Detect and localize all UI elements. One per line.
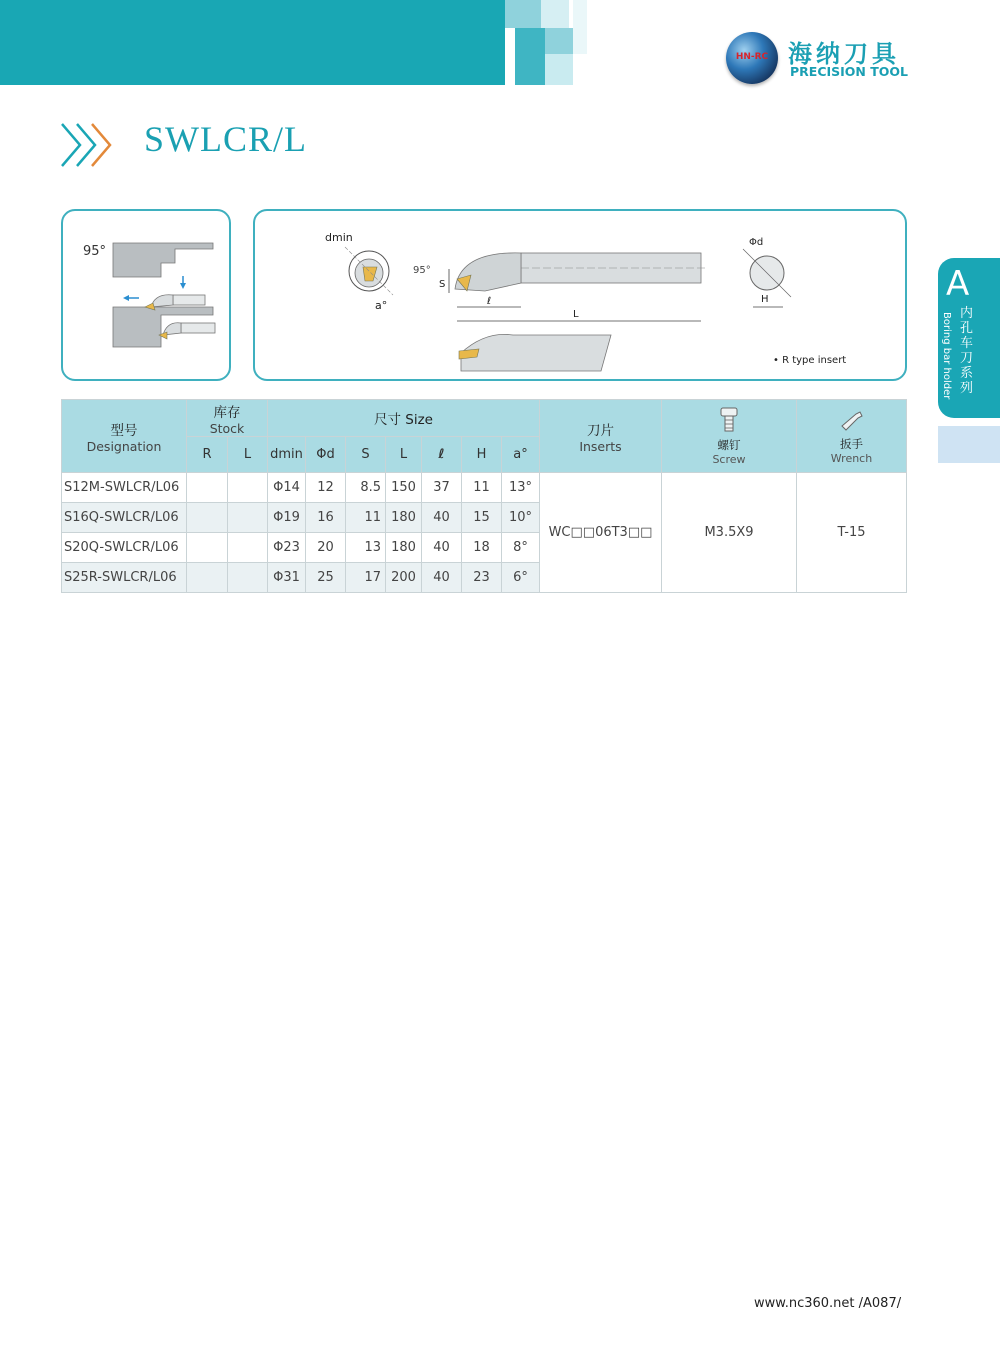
wrench-icon <box>838 408 866 432</box>
tool-dimension-drawing <box>255 211 905 379</box>
footer-url: www.nc360.net /A087/ <box>754 1296 902 1311</box>
designation-header: 型号 Designation <box>62 400 187 473</box>
col-dmin: dmin <box>268 437 306 473</box>
insert-cell: WC□□06T3□□ <box>540 473 662 593</box>
table-row: S12M-SWLCR/L06 Φ14 12 8.5 150 37 11 13° WC□□06T3□□ M3.5X9 T-15 <box>62 473 907 503</box>
section-title-en: Boring bar holder <box>941 312 952 400</box>
page-title: SWLCR/L <box>144 119 308 159</box>
spec-table <box>61 399 907 593</box>
screw-cell: M3.5X9 <box>662 473 797 593</box>
d-label: Φd <box>749 237 764 248</box>
col-r: R <box>187 437 228 473</box>
brand-name-cn: 海纳刀具 <box>788 40 900 68</box>
wrench-header: 扳手 Wrench <box>797 400 907 473</box>
table-row: S25R-SWLCR/L06 Φ31 25 17 200 40 23 6° <box>62 563 907 593</box>
size-header: 尺寸 Size <box>268 400 540 437</box>
s-label: S <box>439 279 446 290</box>
wrench-cell: T-15 <box>797 473 907 593</box>
section-title-cn: 内孔车刀系列 <box>960 306 974 396</box>
alpha-label: a° <box>375 299 388 312</box>
boring-operation-diagram <box>63 211 229 379</box>
col-alpha: a° <box>502 437 540 473</box>
col-length: L <box>386 437 422 473</box>
brand-name-en: PRECISION TOOL <box>790 64 908 79</box>
screw-header: 螺钉 Screw <box>662 400 797 473</box>
header-decoration <box>505 0 595 88</box>
section-letter: A <box>946 264 970 304</box>
l-small-label: ℓ <box>487 296 492 307</box>
dmin-label: dmin <box>325 231 353 244</box>
col-phid: Φd <box>306 437 346 473</box>
col-lsmall: ℓ <box>422 437 462 473</box>
stock-header: 库存 Stock <box>187 400 268 437</box>
operation-diagram-panel <box>61 209 231 381</box>
r-type-note: • R type insert <box>773 355 847 366</box>
section-tab-lower <box>938 426 1000 463</box>
l-label: L <box>573 309 579 320</box>
table-row: S16Q-SWLCR/L06 Φ19 16 11 180 40 15 10° <box>62 503 907 533</box>
logo-text: HN-RC <box>735 52 769 62</box>
table-row: S20Q-SWLCR/L06 Φ23 20 13 180 40 18 8° <box>62 533 907 563</box>
col-l: L <box>228 437 268 473</box>
header-bar <box>0 0 505 85</box>
col-s: S <box>346 437 386 473</box>
screw-icon <box>718 407 740 433</box>
h-label: H <box>761 294 769 305</box>
angle-label-right: 95° <box>413 265 431 276</box>
inserts-header: 刀片 Inserts <box>540 400 662 473</box>
dimension-drawing-panel <box>253 209 907 381</box>
col-h: H <box>462 437 502 473</box>
chevron-arrows-icon <box>60 122 120 168</box>
angle-label: 95° <box>83 244 107 259</box>
brand-logo <box>726 32 926 88</box>
